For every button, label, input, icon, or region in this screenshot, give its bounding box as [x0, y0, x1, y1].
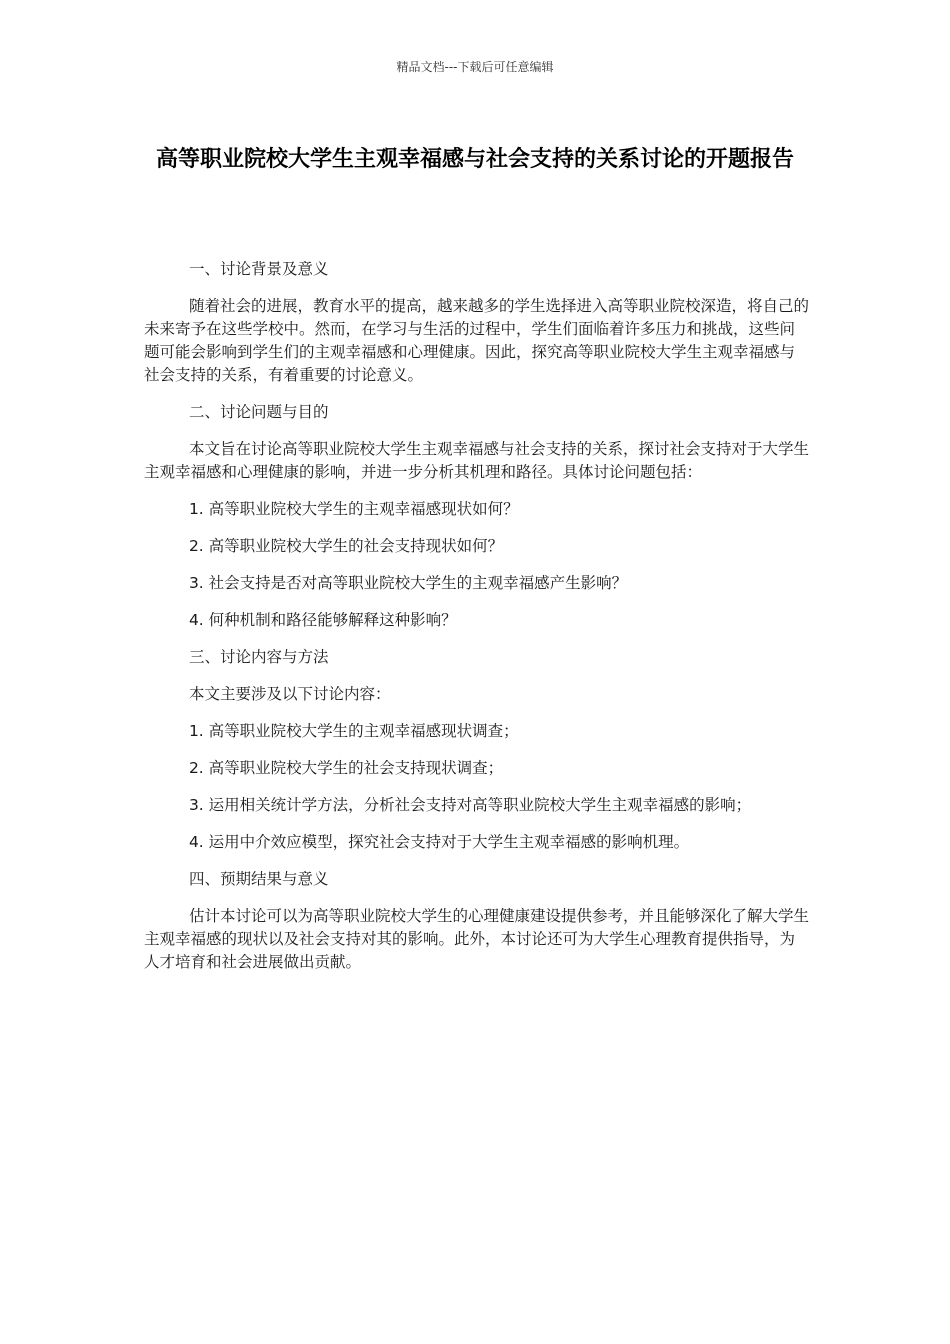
paragraph-results: 估计本讨论可以为高等职业院校大学生的心理健康建设提供参考，并且能够深化了解大学生主观幸福感的现状以及社会支持对其的影响。此外，本讨论还可为大学生心理教育提供指导，为人才培育和社会进展做出贡献。 [144, 907, 809, 971]
content-item-1: 1. 高等职业院校大学生的主观幸福感现状调查； [188, 722, 519, 740]
section-heading-results: 四、预期结果与意义 [188, 870, 329, 888]
section-heading-questions: 二、讨论问题与目的 [188, 403, 329, 421]
document-body [144, 258, 810, 988]
content-item-3: 3. 运用相关统计学方法，分析社会支持对高等职业院校大学生主观幸福感的影响； [188, 796, 752, 814]
question-item-3: 3. 社会支持是否对高等职业院校大学生的主观幸福感产生影响？ [188, 574, 628, 592]
header-note: 精品文档---下载后可任意编辑 [396, 60, 554, 74]
content-item-2: 2. 高等职业院校大学生的社会支持现状调查； [188, 759, 504, 777]
question-item-2: 2. 高等职业院校大学生的社会支持现状如何？ [188, 537, 504, 555]
paragraph-purpose: 本文旨在讨论高等职业院校大学生主观幸福感与社会支持的关系，探讨社会支持对于大学生主观幸福感和心理健康的影响，并进一步分析其机理和路径。具体讨论问题包括： [144, 440, 809, 481]
paragraph-content-intro: 本文主要涉及以下讨论内容： [188, 685, 391, 703]
section-heading-background: 一、讨论背景及意义 [188, 260, 329, 278]
paragraph-background: 随着社会的进展，教育水平的提高，越来越多的学生选择进入高等职业院校深造，将自己的未来寄予在这些学校中。然而，在学习与生活的过程中，学生们面临着许多压力和挑战，这些问题可能会影响到学生们的主观幸福感和心理健康。因此，探究高等职业院校大学生主观幸福感与社会支持的关系，有着重要的讨论意义。 [144, 297, 809, 384]
question-item-1: 1. 高等职业院校大学生的主观幸福感现状如何？ [188, 500, 519, 518]
document-title: 高等职业院校大学生主观幸福感与社会支持的关系讨论的开题报告 [155, 147, 794, 172]
section-heading-content: 三、讨论内容与方法 [188, 648, 329, 666]
content-item-4: 4. 运用中介效应模型，探究社会支持对于大学生主观幸福感的影响机理。 [188, 833, 690, 851]
question-item-4: 4. 何种机制和路径能够解释这种影响？ [188, 611, 457, 629]
